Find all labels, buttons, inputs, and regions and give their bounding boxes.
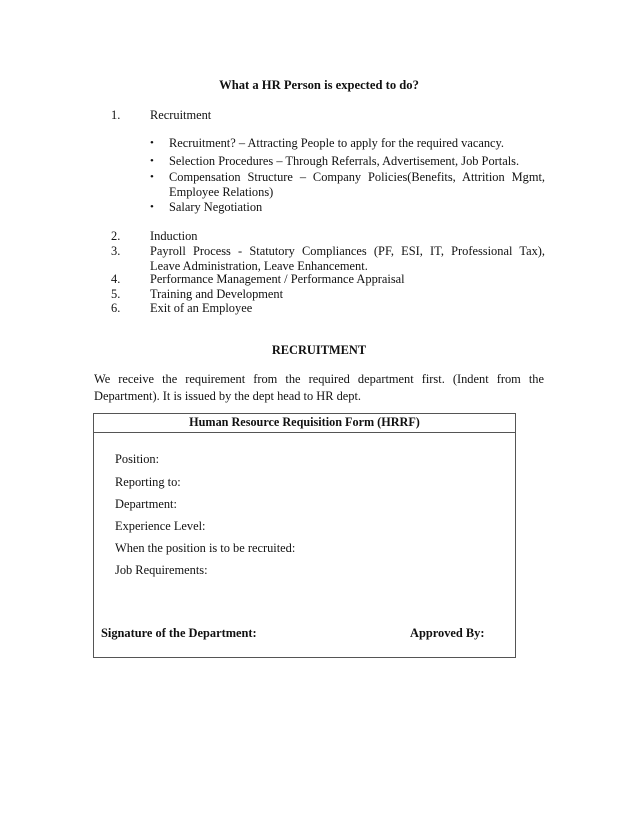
list-number: 4. [111, 272, 121, 286]
section-paragraph [94, 371, 544, 405]
bullet-text [169, 170, 545, 185]
list-number: 2. [111, 229, 121, 243]
requisition-form [93, 413, 516, 658]
bullet-text: Selection Procedures – Through Referrals, Advertisement, Job Portals. [169, 154, 520, 168]
list-label [150, 244, 545, 259]
approved-by-label: Approved By: [410, 626, 485, 640]
form-field-recruit-time: When the position is to be recruited: [115, 541, 296, 555]
list-label-line: Leave Administration, Leave Enhancement. [150, 259, 368, 273]
bullet-icon: • [150, 155, 154, 167]
form-field-job-requirements: Job Requirements: [115, 563, 208, 577]
bullet-icon: • [150, 201, 154, 213]
list-label: Induction [150, 229, 198, 243]
form-field-position: Position: [115, 452, 160, 466]
form-field-reporting-to: Reporting to: [115, 475, 181, 489]
form-field-department: Department: [115, 497, 177, 511]
list-label: Exit of an Employee [150, 301, 253, 315]
list-label: Recruitment [150, 108, 212, 122]
bullet-text-line: Employee Relations) [169, 185, 274, 199]
list-number: 6. [111, 301, 121, 315]
list-number: 1. [111, 108, 121, 122]
bullet-text: Recruitment? – Attracting People to apply for the required vacancy. [169, 136, 504, 150]
section-heading: RECRUITMENT [271, 343, 367, 357]
form-title: Human Resource Requisition Form (HRRF) [94, 414, 515, 433]
list-number: 3. [111, 244, 121, 258]
list-number: 5. [111, 287, 121, 301]
paragraph-line: Department). It is issued by the dept head to HR dept. [94, 389, 362, 403]
page-title: What a HR Person is expected to do? [219, 78, 419, 92]
signature-label: Signature of the Department: [101, 626, 257, 640]
paragraph-line: We receive the requirement from the required department first. (Indent from the [94, 372, 544, 386]
list-label-line: Payroll Process - Statutory Compliances (PF, ESI, IT, Professional Tax), [150, 244, 545, 258]
bullet-text-line: Compensation Structure – Company Policies(Benefits, Attrition Mgmt, [169, 170, 545, 184]
list-label: Performance Management / Performance Appraisal [150, 272, 405, 286]
form-field-experience-level: Experience Level: [115, 519, 206, 533]
bullet-icon: • [150, 137, 154, 149]
bullet-icon: • [150, 171, 154, 183]
bullet-text: Salary Negotiation [169, 200, 263, 214]
list-label: Training and Development [150, 287, 284, 301]
